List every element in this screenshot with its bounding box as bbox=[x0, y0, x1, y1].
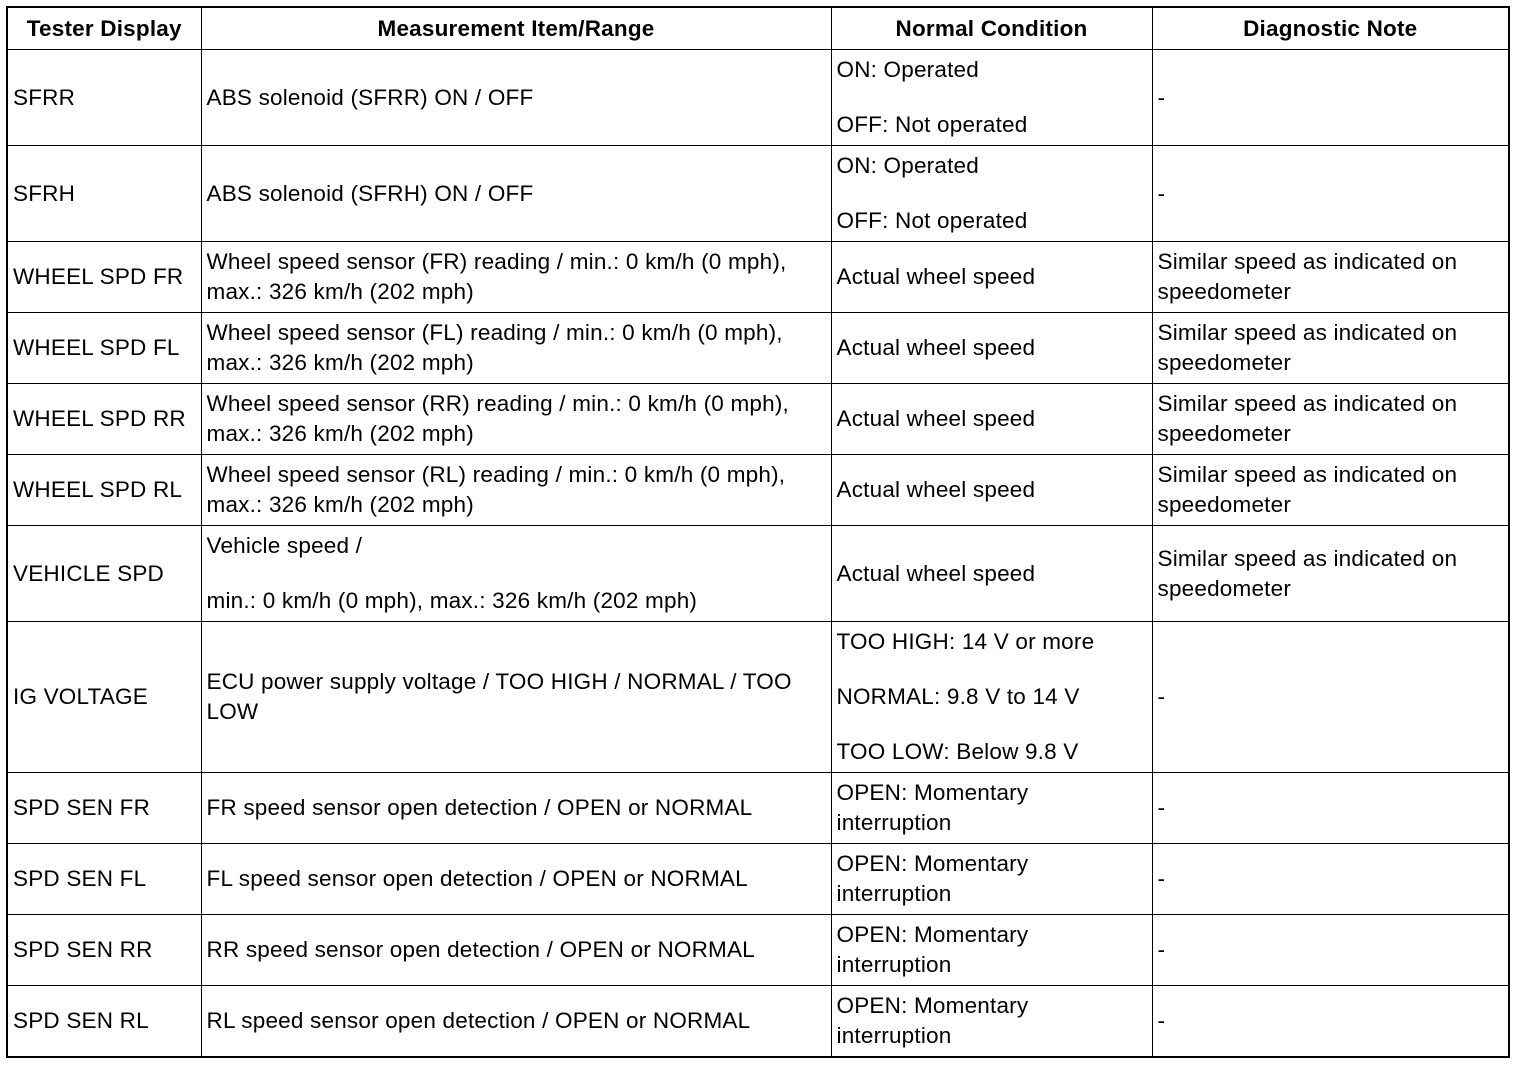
table-row bbox=[7, 915, 1509, 986]
normal-condition-cell: Actual wheel speed bbox=[831, 526, 1152, 622]
tester-display-cell: SPD SEN RR bbox=[7, 915, 201, 986]
measurement-item-cell: FR speed sensor open detection / OPEN or NORMAL bbox=[201, 773, 831, 844]
normal-condition-cell: Actual wheel speed bbox=[831, 384, 1152, 455]
condition-line: TOO LOW: Below 9.8 V bbox=[836, 739, 1079, 764]
tester-display-cell: VEHICLE SPD bbox=[7, 526, 201, 622]
diagnostic-note-cell: - bbox=[1152, 773, 1509, 844]
tester-display-cell: SPD SEN FL bbox=[7, 844, 201, 915]
header-tester-display: Tester Display bbox=[7, 7, 201, 50]
table-row bbox=[7, 146, 1509, 242]
normal-condition-cell: Actual wheel speed bbox=[831, 455, 1152, 526]
tester-display-cell: WHEEL SPD RR bbox=[7, 384, 201, 455]
diagnostic-note-cell: - bbox=[1152, 622, 1509, 773]
measurement-item-cell: FL speed sensor open detection / OPEN or NORMAL bbox=[201, 844, 831, 915]
diagnostic-note-cell: - bbox=[1152, 986, 1509, 1058]
normal-condition-cell: OPEN: Momentary interruption bbox=[831, 915, 1152, 986]
measurement-item-cell: ABS solenoid (SFRH) ON / OFF bbox=[201, 146, 831, 242]
measurement-item-cell: Wheel speed sensor (FL) reading / min.: 0 km/h (0 mph), max.: 326 km/h (202 mph) bbox=[201, 313, 831, 384]
normal-condition-cell bbox=[831, 622, 1152, 773]
header-diagnostic-note: Diagnostic Note bbox=[1152, 7, 1509, 50]
normal-condition-cell: OPEN: Momentary interruption bbox=[831, 986, 1152, 1058]
measurement-item-cell: ABS solenoid (SFRR) ON / OFF bbox=[201, 50, 831, 146]
diagnostic-note-cell: - bbox=[1152, 915, 1509, 986]
condition-line: OFF: Not operated bbox=[836, 112, 1028, 137]
tester-display-cell: WHEEL SPD FL bbox=[7, 313, 201, 384]
table-row bbox=[7, 50, 1509, 146]
tester-display-cell: SFRH bbox=[7, 146, 201, 242]
table-row bbox=[7, 844, 1509, 915]
diagnostic-note-cell: - bbox=[1152, 844, 1509, 915]
condition-line: TOO HIGH: 14 V or more bbox=[836, 629, 1095, 654]
table-header-row bbox=[7, 7, 1509, 50]
tester-display-cell: WHEEL SPD RL bbox=[7, 455, 201, 526]
table-row bbox=[7, 622, 1509, 773]
header-measurement-item: Measurement Item/Range bbox=[201, 7, 831, 50]
measurement-item-cell: Wheel speed sensor (FR) reading / min.: 0 km/h (0 mph), max.: 326 km/h (202 mph) bbox=[201, 242, 831, 313]
measurement-item-cell: Wheel speed sensor (RR) reading / min.: 0 km/h (0 mph), max.: 326 km/h (202 mph) bbox=[201, 384, 831, 455]
diagnostic-note-cell: Similar speed as indicated on speedometer bbox=[1152, 455, 1509, 526]
diagnostic-note-cell: - bbox=[1152, 50, 1509, 146]
normal-condition-cell: Actual wheel speed bbox=[831, 313, 1152, 384]
tester-display-cell: IG VOLTAGE bbox=[7, 622, 201, 773]
table-row bbox=[7, 455, 1509, 526]
diagnostic-note-cell: Similar speed as indicated on speedometer bbox=[1152, 526, 1509, 622]
normal-condition-cell bbox=[831, 146, 1152, 242]
measurement-item-cell: RL speed sensor open detection / OPEN or NORMAL bbox=[201, 986, 831, 1058]
diagnostic-note-cell: Similar speed as indicated on speedometer bbox=[1152, 384, 1509, 455]
diagnostic-note-cell: Similar speed as indicated on speedometer bbox=[1152, 242, 1509, 313]
normal-condition-cell bbox=[831, 50, 1152, 146]
measurement-item-cell: Wheel speed sensor (RL) reading / min.: 0 km/h (0 mph), max.: 326 km/h (202 mph) bbox=[201, 455, 831, 526]
condition-line: ON: Operated bbox=[836, 153, 979, 178]
item-line: Vehicle speed / bbox=[206, 533, 363, 558]
tester-display-cell: SPD SEN RL bbox=[7, 986, 201, 1058]
condition-line: ON: Operated bbox=[836, 57, 979, 82]
table-row bbox=[7, 773, 1509, 844]
table-row bbox=[7, 242, 1509, 313]
tester-display-cell: SFRR bbox=[7, 50, 201, 146]
tester-display-cell: SPD SEN FR bbox=[7, 773, 201, 844]
diagnostic-note-cell: Similar speed as indicated on speedometer bbox=[1152, 313, 1509, 384]
diagnostic-note-cell: - bbox=[1152, 146, 1509, 242]
measurement-item-cell: ECU power supply voltage / TOO HIGH / NORMAL / TOO LOW bbox=[201, 622, 831, 773]
measurement-item-cell bbox=[201, 526, 831, 622]
table-row bbox=[7, 526, 1509, 622]
header-normal-condition: Normal Condition bbox=[831, 7, 1152, 50]
measurement-item-cell: RR speed sensor open detection / OPEN or NORMAL bbox=[201, 915, 831, 986]
normal-condition-cell: OPEN: Momentary interruption bbox=[831, 844, 1152, 915]
normal-condition-cell: Actual wheel speed bbox=[831, 242, 1152, 313]
tester-display-cell: WHEEL SPD FR bbox=[7, 242, 201, 313]
data-monitor-table bbox=[6, 6, 1510, 1058]
normal-condition-cell: OPEN: Momentary interruption bbox=[831, 773, 1152, 844]
table-row bbox=[7, 313, 1509, 384]
item-line: min.: 0 km/h (0 mph), max.: 326 km/h (202 mph) bbox=[206, 588, 698, 613]
condition-line: OFF: Not operated bbox=[836, 208, 1028, 233]
table-row bbox=[7, 986, 1509, 1058]
table-row bbox=[7, 384, 1509, 455]
condition-line: NORMAL: 9.8 V to 14 V bbox=[836, 684, 1080, 709]
